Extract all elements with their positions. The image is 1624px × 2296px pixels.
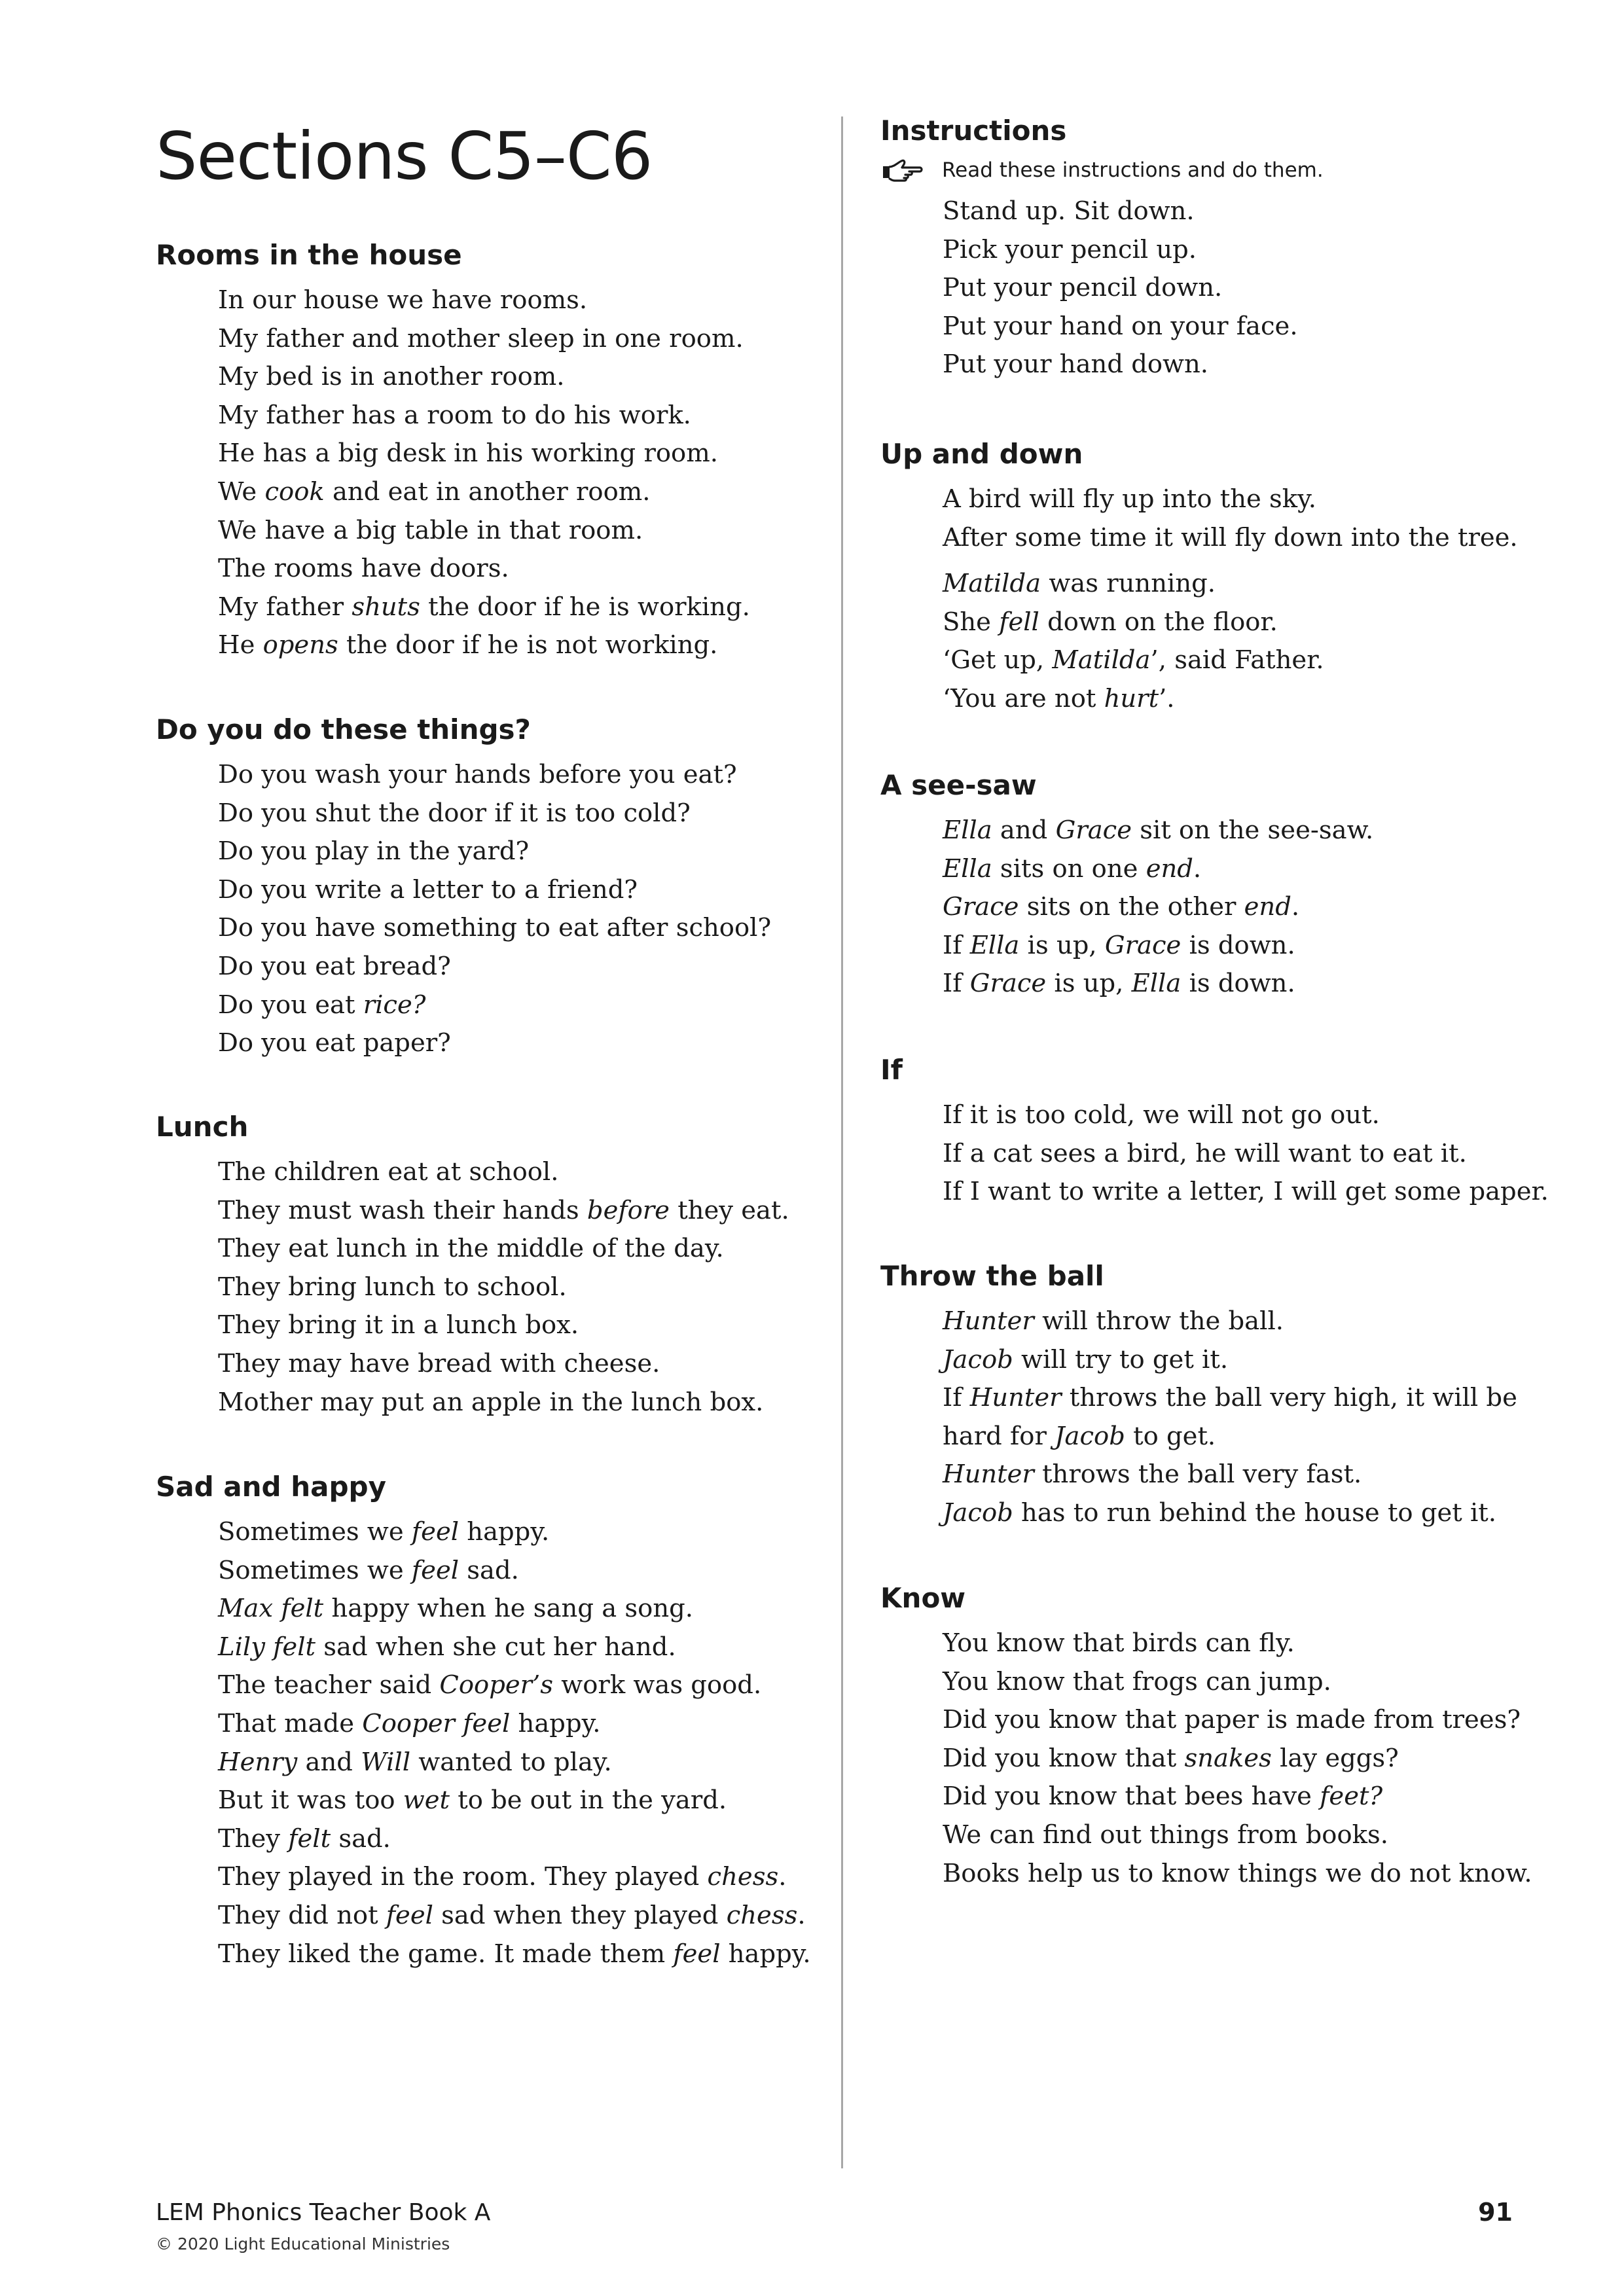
text-line xyxy=(218,948,817,986)
reading-lines xyxy=(880,480,1561,719)
text-segment: hard for xyxy=(943,1421,1055,1451)
text-line xyxy=(943,565,1561,603)
italic-word: hurt xyxy=(1104,683,1159,713)
italic-word: Grace xyxy=(1104,930,1182,960)
italic-word: Max felt xyxy=(218,1594,324,1624)
text-segment: sad when she cut her hand. xyxy=(316,1632,676,1662)
italic-word: Matilda xyxy=(1052,645,1151,675)
text-segment: Do you shut the door if it is too cold? xyxy=(218,798,691,828)
text-line xyxy=(943,1624,1561,1663)
text-segment: Mother may put an apple in the lunch box. xyxy=(218,1387,764,1417)
text-segment: Did you know that xyxy=(943,1743,1185,1773)
section-heading: Throw the ball xyxy=(880,1260,1104,1292)
text-segment: Do you write a letter to a friend? xyxy=(218,874,638,905)
text-line xyxy=(218,1782,817,1820)
italic-word: Jacob xyxy=(943,1498,1013,1528)
text-line xyxy=(943,231,1561,270)
text-segment: . xyxy=(797,1900,806,1930)
text-line xyxy=(943,308,1561,346)
text-segment: Put your hand down. xyxy=(943,350,1209,380)
reading-lines xyxy=(156,756,817,1063)
text-segment: You know that frogs can jump. xyxy=(943,1666,1331,1696)
text-segment: has to run behind the house to get it. xyxy=(1013,1498,1496,1528)
section-instructions xyxy=(880,111,1561,384)
text-segment: After some time it will fly down into the tree. xyxy=(943,522,1518,552)
text-line xyxy=(218,1858,817,1897)
italic-word: end xyxy=(1146,853,1193,884)
italic-word: Cooper feel xyxy=(362,1708,511,1738)
text-segment: My father and mother sleep in one room. xyxy=(218,323,744,353)
italic-word: fell xyxy=(999,607,1039,637)
pointing-hand-icon xyxy=(880,156,926,185)
text-segment: Sometimes we xyxy=(218,1555,412,1585)
text-segment: Did you know that paper is made from trees? xyxy=(943,1705,1521,1735)
page-number: 91 xyxy=(1478,2198,1513,2227)
text-line xyxy=(943,603,1561,642)
text-segment: happy when he sang a song. xyxy=(323,1594,694,1624)
italic-word: feel xyxy=(411,1517,460,1547)
section-up-and-down xyxy=(880,435,1561,719)
text-segment: to get. xyxy=(1125,1421,1216,1451)
text-segment: sits on one xyxy=(992,853,1146,884)
text-line xyxy=(943,1494,1561,1533)
text-segment: ’, said Father. xyxy=(1150,645,1324,675)
section-heading: Sad and happy xyxy=(156,1471,386,1503)
text-segment: Put your pencil down. xyxy=(943,273,1223,303)
text-segment: happy. xyxy=(510,1708,601,1738)
text-line xyxy=(943,346,1561,384)
italic-word: opens xyxy=(262,630,338,660)
text-segment: We can find out things from books. xyxy=(943,1820,1388,1850)
section-heading: If xyxy=(880,1054,903,1086)
reading-lines xyxy=(880,1302,1561,1533)
section-rooms-in-the-house xyxy=(156,236,817,665)
reading-lines xyxy=(880,1624,1561,1893)
italic-word: Will xyxy=(361,1747,411,1777)
text-segment: If I want to write a letter, I will get some paper. xyxy=(943,1177,1549,1207)
text-line xyxy=(218,320,817,359)
text-line xyxy=(218,756,817,795)
text-line xyxy=(943,680,1561,719)
text-segment: They bring it in a lunch box. xyxy=(218,1310,579,1340)
text-segment: They played in the room. They played xyxy=(218,1862,708,1892)
text-line xyxy=(943,888,1561,927)
text-segment: That made xyxy=(218,1708,363,1738)
text-segment: happy. xyxy=(459,1517,550,1547)
italic-word: shuts xyxy=(352,592,420,622)
text-segment: sad when they played xyxy=(433,1900,727,1930)
text-line xyxy=(218,473,817,512)
text-segment: happy. xyxy=(720,1939,811,1969)
text-line xyxy=(218,1935,817,1974)
column-divider xyxy=(841,117,843,2168)
text-segment: Stand up. Sit down. xyxy=(943,196,1195,226)
text-line xyxy=(943,1816,1561,1855)
italic-word: feel xyxy=(411,1555,460,1585)
text-segment: work was good. xyxy=(553,1670,762,1700)
text-segment: He has a big desk in his working room. xyxy=(218,439,718,469)
text-segment: Pick your pencil up. xyxy=(943,234,1197,264)
text-segment: the door if he is working. xyxy=(420,592,750,622)
italic-word: Jacob xyxy=(943,1344,1013,1374)
text-segment: They did not xyxy=(218,1900,386,1930)
italic-word: wet xyxy=(403,1785,450,1816)
italic-word: feel xyxy=(386,1900,433,1930)
text-segment: ‘You are not xyxy=(943,683,1104,713)
text-segment: If xyxy=(943,969,970,999)
text-segment: and xyxy=(992,816,1056,845)
text-segment: is down. xyxy=(1181,930,1295,960)
italic-word: feel xyxy=(673,1939,721,1969)
instruction-hint xyxy=(880,152,1561,188)
text-segment: My father has a room to do his work. xyxy=(218,400,691,430)
text-line xyxy=(943,1096,1561,1135)
text-line xyxy=(943,1740,1561,1778)
text-segment: Books help us to know things we do not know. xyxy=(943,1858,1532,1888)
text-segment: The children eat at school. xyxy=(218,1157,559,1187)
text-segment: wanted to play. xyxy=(410,1747,612,1777)
text-line xyxy=(218,1628,817,1667)
text-line xyxy=(943,641,1561,680)
text-segment: Do you have something to eat after school? xyxy=(218,913,772,943)
text-line xyxy=(943,269,1561,308)
text-line xyxy=(218,1345,817,1384)
text-segment: We xyxy=(218,476,265,507)
section-a-see-saw xyxy=(880,766,1561,1003)
text-segment: If it is too cold, we will not go out. xyxy=(943,1100,1380,1130)
section-heading: A see-saw xyxy=(880,769,1037,801)
italic-word: chess xyxy=(726,1900,798,1930)
instruction-hint-text: Read these instructions and do them. xyxy=(942,158,1324,182)
footer-book-title: LEM Phonics Teacher Book A xyxy=(156,2199,491,2226)
italic-word: feet? xyxy=(1320,1782,1383,1812)
text-segment: sit on the see-saw. xyxy=(1132,816,1374,845)
italic-word: Ella xyxy=(943,816,992,845)
text-line xyxy=(218,1897,817,1935)
text-segment: They xyxy=(218,1823,289,1854)
italic-word: Ella xyxy=(943,853,992,884)
text-segment: . xyxy=(1291,892,1300,922)
italic-word: Lily felt xyxy=(218,1632,316,1662)
section-heading: Rooms in the house xyxy=(156,239,462,271)
text-line xyxy=(218,1192,817,1230)
section-heading: Do you do these things? xyxy=(156,713,531,745)
text-segment: The teacher said xyxy=(218,1670,440,1700)
text-segment: and eat in another room. xyxy=(324,476,651,507)
text-segment: If a cat sees a bird, he will want to eat it. xyxy=(943,1138,1467,1168)
section-lunch xyxy=(156,1107,817,1422)
text-line xyxy=(218,1513,817,1552)
text-line xyxy=(218,1384,817,1422)
text-line xyxy=(218,397,817,435)
text-line xyxy=(218,281,817,320)
italic-word: Henry xyxy=(218,1747,298,1777)
text-segment: Do you wash your hands before you eat? xyxy=(218,760,737,789)
italic-word: before xyxy=(586,1195,670,1225)
text-line xyxy=(943,480,1561,519)
section-do-you-do-these-things xyxy=(156,710,817,1063)
text-segment: The rooms have doors. xyxy=(218,554,509,584)
text-segment: they eat. xyxy=(669,1195,789,1225)
text-segment: They may have bread with cheese. xyxy=(218,1348,660,1378)
text-segment: They must wash their hands xyxy=(218,1195,587,1225)
text-line xyxy=(943,1173,1561,1211)
text-segment: is down. xyxy=(1181,969,1295,999)
text-segment: Put your hand on your face. xyxy=(943,311,1298,341)
text-segment: You know that birds can fly. xyxy=(943,1628,1295,1658)
text-line xyxy=(943,1701,1561,1740)
text-segment: ‘Get up, xyxy=(943,645,1053,675)
italic-word: Grace xyxy=(1055,816,1132,845)
italic-word: Grace xyxy=(943,892,1019,922)
text-segment: They liked the game. It made them xyxy=(218,1939,674,1969)
text-segment: Do you eat paper? xyxy=(218,1028,451,1058)
text-segment: My bed is in another room. xyxy=(218,362,565,392)
reading-lines xyxy=(156,1513,817,1973)
section-heading: Up and down xyxy=(880,438,1083,470)
text-segment: sad. xyxy=(459,1555,519,1585)
text-line xyxy=(218,986,817,1025)
section-if xyxy=(880,1050,1561,1211)
reading-lines xyxy=(880,192,1561,384)
text-line xyxy=(943,1135,1561,1174)
italic-word: end xyxy=(1244,892,1291,922)
italic-word: Matilda xyxy=(943,569,1041,599)
text-line xyxy=(943,1302,1561,1341)
text-line xyxy=(218,1666,817,1705)
text-segment: A bird will fly up into the sky. xyxy=(943,484,1317,514)
text-line xyxy=(943,965,1561,1003)
section-heading: Know xyxy=(880,1582,966,1614)
text-line xyxy=(943,1855,1561,1893)
text-line xyxy=(218,1024,817,1063)
text-segment: the door if he is not working. xyxy=(338,630,718,660)
italic-word: rice? xyxy=(363,990,426,1020)
text-line xyxy=(218,435,817,473)
text-line xyxy=(943,812,1561,850)
text-segment: Do you eat bread? xyxy=(218,951,451,981)
text-line xyxy=(943,1778,1561,1816)
text-segment: sits on the other xyxy=(1019,892,1244,922)
page-title: Sections C5–C6 xyxy=(156,118,653,194)
text-segment: Sometimes we xyxy=(218,1517,412,1547)
text-segment: throws the ball very fast. xyxy=(1034,1460,1362,1490)
text-segment: was running. xyxy=(1041,569,1216,599)
text-line xyxy=(218,512,817,550)
text-line xyxy=(218,1268,817,1307)
text-line xyxy=(218,1744,817,1782)
text-segment: My father xyxy=(218,592,352,622)
text-line xyxy=(218,1230,817,1268)
section-sad-and-happy xyxy=(156,1467,817,1973)
text-segment: to be out in the yard. xyxy=(450,1785,727,1816)
text-line xyxy=(218,358,817,397)
footer-copyright: © 2020 Light Educational Ministries xyxy=(156,2234,450,2253)
italic-word: Grace xyxy=(969,969,1047,999)
reading-lines xyxy=(156,1153,817,1422)
text-line xyxy=(943,1456,1561,1494)
text-line xyxy=(218,1820,817,1859)
text-line xyxy=(218,833,817,871)
section-heading: Instructions xyxy=(880,115,1067,147)
text-segment: lay eggs? xyxy=(1271,1743,1399,1773)
text-line xyxy=(943,1418,1561,1456)
text-segment: In our house we have rooms. xyxy=(218,285,588,315)
text-segment: and xyxy=(297,1747,361,1777)
section-know xyxy=(880,1579,1561,1893)
italic-word: Ella xyxy=(969,930,1020,960)
text-segment: . xyxy=(778,1862,787,1892)
italic-word: Hunter xyxy=(969,1383,1062,1413)
italic-word: Hunter xyxy=(943,1306,1034,1336)
text-segment: We have a big table in that room. xyxy=(218,515,643,545)
text-segment: ’. xyxy=(1159,683,1175,713)
italic-word: Cooper’s xyxy=(439,1670,554,1700)
text-line xyxy=(943,192,1561,231)
italic-word: Jacob xyxy=(1055,1421,1125,1451)
italic-word: Ella xyxy=(1131,969,1182,999)
text-line xyxy=(943,927,1561,965)
text-line xyxy=(218,1552,817,1590)
text-segment: Do you eat xyxy=(218,990,363,1020)
text-line xyxy=(943,850,1561,889)
text-segment: He xyxy=(218,630,263,660)
text-line xyxy=(943,519,1561,558)
text-line xyxy=(218,1590,817,1628)
text-line xyxy=(218,626,817,665)
text-line xyxy=(218,1153,817,1192)
text-segment: is up, xyxy=(1019,930,1105,960)
text-segment: Did you know that bees have xyxy=(943,1782,1320,1812)
italic-word: Hunter xyxy=(943,1460,1034,1490)
text-line xyxy=(943,1379,1561,1418)
text-line xyxy=(218,795,817,833)
text-segment: will throw the ball. xyxy=(1034,1306,1284,1336)
text-line xyxy=(218,550,817,588)
reading-lines xyxy=(156,281,817,665)
text-segment: will try to get it. xyxy=(1013,1344,1229,1374)
text-line xyxy=(218,1306,817,1345)
text-line xyxy=(218,1705,817,1744)
text-segment: But it was too xyxy=(218,1785,403,1816)
text-line xyxy=(218,909,817,948)
italic-word: snakes xyxy=(1184,1743,1272,1773)
italic-word: chess xyxy=(707,1862,779,1892)
reading-lines xyxy=(880,812,1561,1003)
text-segment: They eat lunch in the middle of the day. xyxy=(218,1234,724,1264)
text-line xyxy=(943,1663,1561,1702)
text-segment: is up, xyxy=(1046,969,1132,999)
text-segment: . xyxy=(1193,853,1202,884)
text-segment: sad. xyxy=(331,1823,391,1854)
italic-word: cook xyxy=(264,476,325,507)
section-heading: Lunch xyxy=(156,1111,249,1143)
italic-word: felt xyxy=(288,1823,331,1854)
text-segment: She xyxy=(943,607,1000,637)
text-segment: throws the ball very high, it will be xyxy=(1061,1383,1517,1413)
text-segment: If xyxy=(943,1383,970,1413)
reading-lines xyxy=(880,1096,1561,1211)
text-line xyxy=(218,871,817,910)
text-segment: Do you play in the yard? xyxy=(218,836,530,867)
text-segment: down on the floor. xyxy=(1039,607,1278,637)
text-line xyxy=(943,1341,1561,1380)
text-line xyxy=(218,588,817,627)
section-throw-the-ball xyxy=(880,1257,1561,1533)
text-segment: If xyxy=(943,930,970,960)
text-segment: They bring lunch to school. xyxy=(218,1272,567,1302)
